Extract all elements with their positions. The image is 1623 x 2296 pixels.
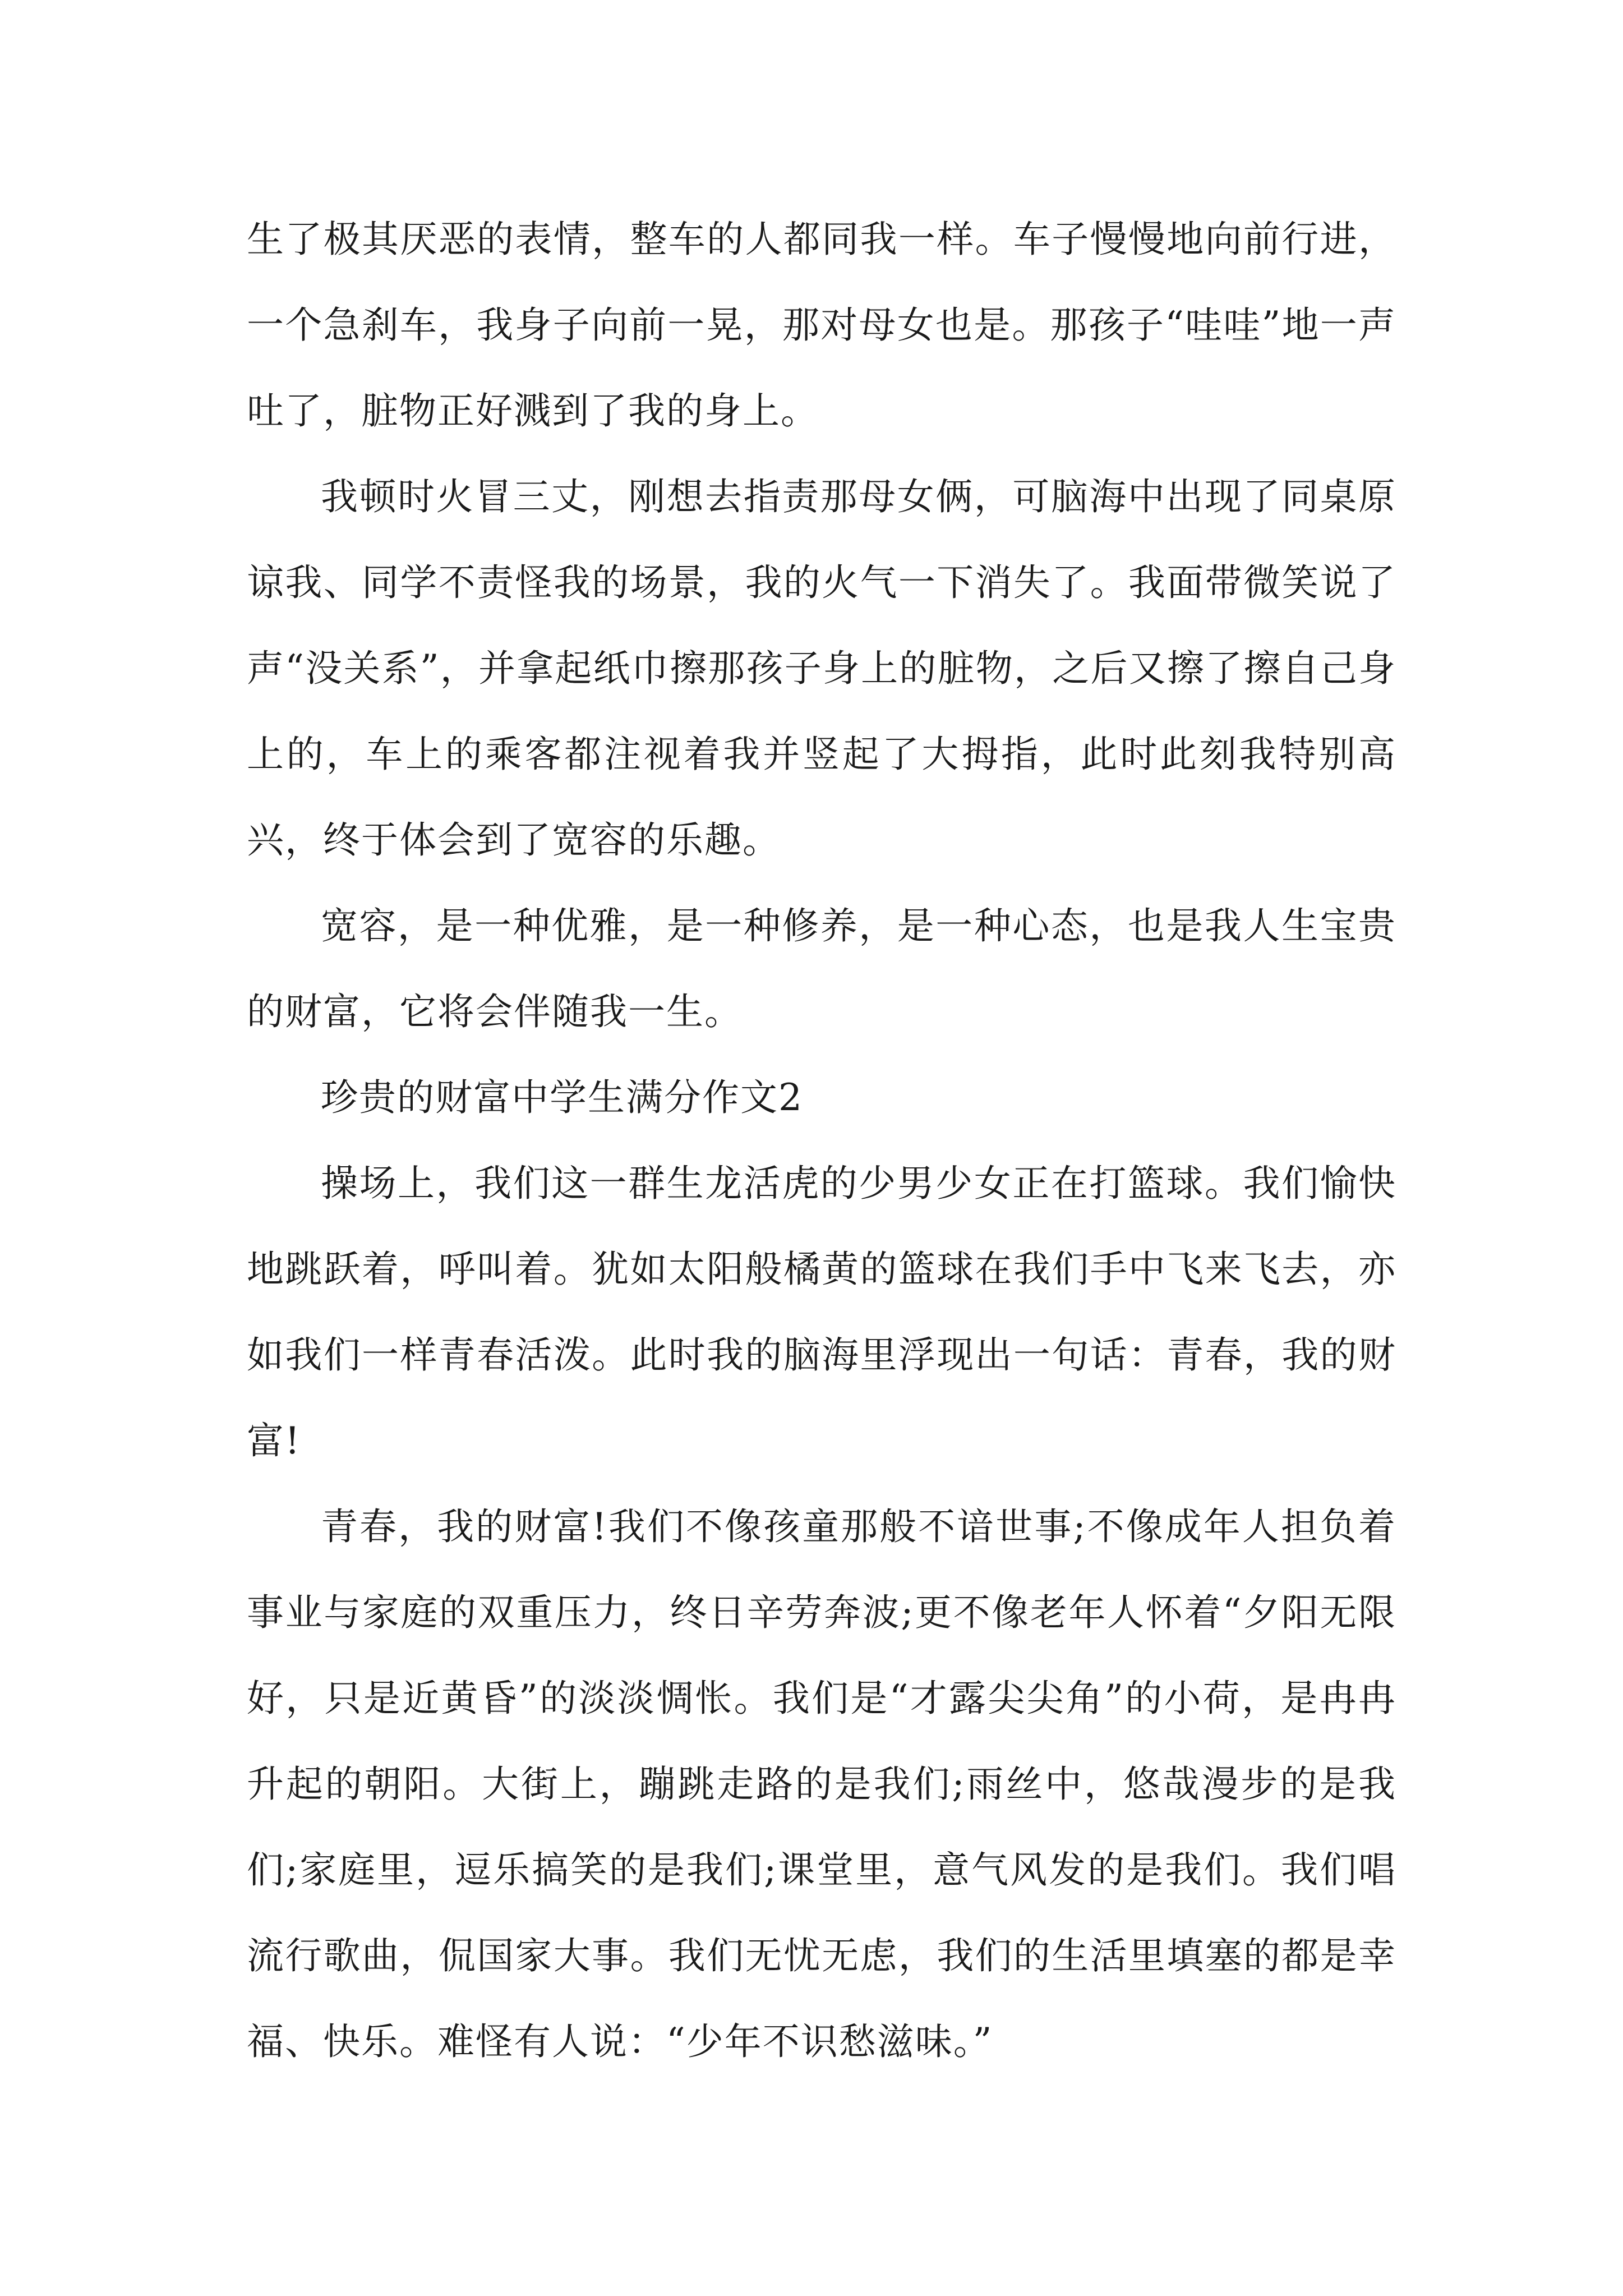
essay-title-2: 珍贵的财富中学生满分作文2 <box>321 1076 803 1119</box>
paragraph-2: 我顿时火冒三丈，刚想去指责那母女俩，可脑海中出现了同桌原谅我、同学不责怪我的场景，我的火气一下消失了。我面带微笑说了声“没关系”，并拿起纸巾擦那孩子身上的脏物，之后又擦了擦自己身上的，车上的乘客都注视着我并竖起了大拇指，此时此刻我特别高兴，终于体会到了宽容的乐趣。 <box>247 475 1396 862</box>
paragraph-3: 宽容，是一种优雅，是一种修养，是一种心态，也是我人生宝贵的财富，它将会伴随我一生。 <box>247 904 1396 1033</box>
paragraph-1: 生了极其厌恶的表情，整车的人都同我一样。车子慢慢地向前行进，一个急刹车，我身子向前一晃，那对母女也是。那孩子“哇哇”地一声吐了，脏物正好溅到了我的身上。 <box>247 218 1396 432</box>
document-body <box>247 196 1396 2085</box>
paragraph-5: 青春，我的财富!我们不像孩童那般不谙世事;不像成年人担负着事业与家庭的双重压力，终日辛劳奔波;更不像老年人怀着“夕阳无限好，只是近黄昏”的淡淡惆怅。我们是“才露尖尖角”的小荷，是冉冉升起的朝阳。大街上，蹦跳走路的是我们;雨丝中，悠哉漫步的是我们;家庭里，逗乐搞笑的是我们;课堂里，意气风发的是我们。我们唱流行歌曲，侃国家大事。我们无忧无虑，我们的生活里填塞的都是幸福、快乐。难怪有人说：“少年不识愁滋味。” <box>247 1505 1396 2063</box>
paragraph-4: 操场上，我们这一群生龙活虎的少男少女正在打篮球。我们愉快地跳跃着，呼叫着。犹如太阳般橘黄的篮球在我们手中飞来飞去，亦如我们一样青春活泼。此时我的脑海里浮现出一句话：青春，我的财富! <box>247 1162 1396 1462</box>
